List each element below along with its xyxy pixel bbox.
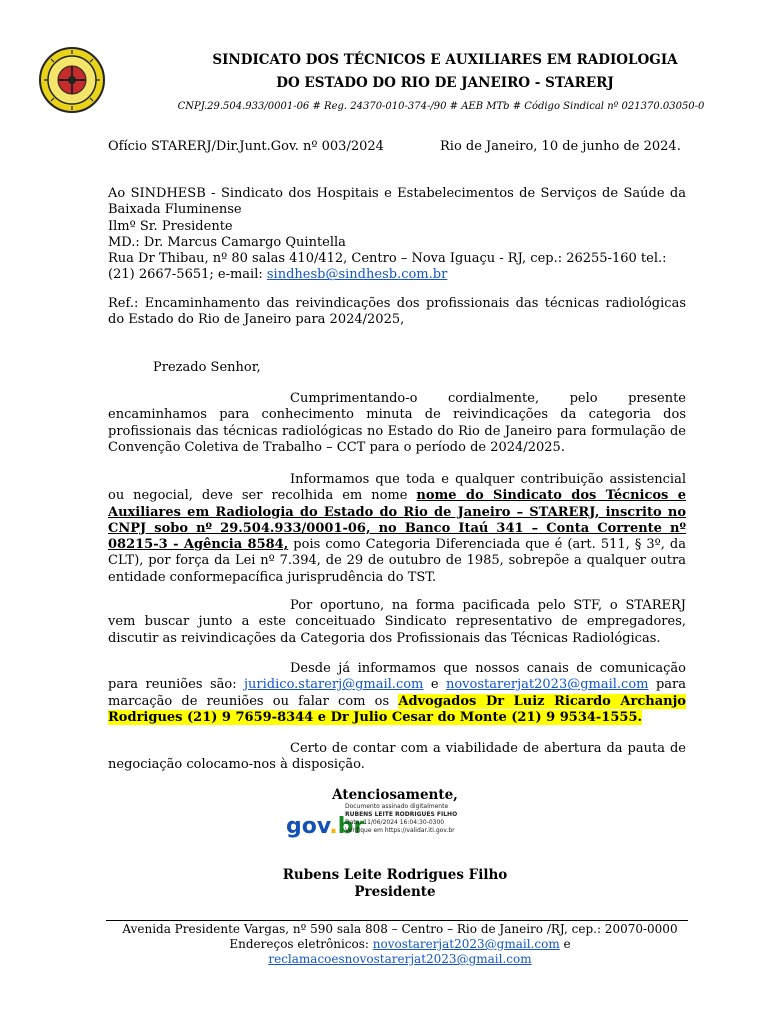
stamp-verify-url: Verifique em https://validar.iti.gov.br xyxy=(345,827,455,834)
closing-salutation: Atenciosamente, xyxy=(332,787,458,803)
lawyers-contact-highlight: Advogados Dr Luiz Ricardo Archanjo Rodrigues (21) 9 7659-8344 e Dr Julio Cesar do Monte (21) 9 9534-1555. xyxy=(108,693,686,725)
paragraph-3: Por oportuno, na forma pacificada pelo STF, o STARERJ vem buscar junto a este conceituado Sindicato representativo de empregadores, discutir as reivindicações da Categoria dos Profissionais das Técnicas Radiológicas. xyxy=(108,598,686,646)
paragraph-1: Cumprimentando-o cordialmente, pelo presente encaminhamos para conhecimento minuta de reivindicações da categoria dos profissionais das técnicas radiológicas no Estado do Rio de Janeiro para formulação de Convenção Coletiva de Trabalho – CCT para o período de 2024/2025. xyxy=(108,391,686,455)
union-name-line2: DO ESTADO DO RIO DE JANEIRO - STARERJ xyxy=(276,75,614,91)
footer-and: e xyxy=(559,937,571,951)
union-seal-logo xyxy=(38,44,106,116)
footer-address: Avenida Presidente Vargas, nº 590 sala 808 – Centro – Rio de Janeiro /RJ, cep.: 20070-0000 xyxy=(122,922,678,936)
govbr-logo: gov.br xyxy=(286,814,365,839)
footer-emails-label: Endereços eletrônicos: xyxy=(229,937,373,951)
paragraph-4-text-a: Desde já informamos que nossos canais de comunicação para reuniões são: xyxy=(108,661,686,693)
signer-name: Rubens Leite Rodrigues Filho xyxy=(282,867,508,883)
footer xyxy=(100,922,700,967)
stamp-date: Data: 11/06/2024 16:04:30-0300 xyxy=(345,819,445,826)
recipient-street: Rua Dr Thibau, nº 80 salas 410/412, Centro – Nova Iguaçu - RJ, cep.: 26255-160 tel.: xyxy=(108,251,667,267)
paragraph-4 xyxy=(108,661,686,726)
greeting: Prezado Senhor, xyxy=(153,360,261,375)
footer-divider xyxy=(106,920,688,921)
bank-account-details: nome do Sindicato dos Técnicos e Auxiliares em Radiologia do Estado do Rio de Janeiro – STARERJ, inscrito no CNPJ sobo nº 29.504.933/0001-06, no Banco Itaú 341 – Conta Corrente nº 08215-3 - Agência 8584, xyxy=(108,488,687,553)
oficio-number: Ofício STARERJ/Dir.Junt.Gov. nº 003/2024 xyxy=(108,139,384,154)
footer-email-1-link[interactable]: novostarerjat2023@gmail.com xyxy=(372,937,560,951)
signer-block xyxy=(250,867,540,901)
recipient-title: Ilmº Sr. Presidente xyxy=(108,218,233,234)
recipient-contact xyxy=(108,267,686,283)
stamp-signer-name: RUBENS LEITE RODRIGUES FILHO xyxy=(345,811,458,818)
juridico-email-link[interactable]: juridico.starerj@gmail.com xyxy=(244,677,424,693)
union-name-line1: SINDICATO DOS TÉCNICOS E AUXILIARES EM RADIOLOGIA xyxy=(212,52,678,68)
recipient-phone: (21) 2667-5651; e-mail: xyxy=(108,267,267,283)
recipient-md: MD.: Dr. Marcus Camargo Quintella xyxy=(108,234,346,250)
footer-email-2-link[interactable]: reclamacoesnovostarerjat2023@gmail.com xyxy=(268,952,532,966)
oficio-date: Rio de Janeiro, 10 de junho de 2024. xyxy=(440,139,681,154)
stamp-caption: Documento assinado digitalmente xyxy=(345,803,449,810)
paragraph-4-text-b: para marcação de reuniões ou falar com os xyxy=(108,677,686,709)
paragraph-2 xyxy=(108,472,686,586)
recipient-email-link[interactable]: sindhesb@sindhesb.com.br xyxy=(266,267,448,283)
union-registration: CNPJ.29.504.933/0001-06 # Reg. 24370-010-374-/90 # AEB MTb # Código Sindical nº 021370.03050-0 xyxy=(177,101,705,112)
novostarerjat-email-link[interactable]: novostarerjat2023@gmail.com xyxy=(445,677,649,693)
paragraph-2-text-b: pois como Categoria Diferenciada que é (art. 511, § 3º, da CLT), por força da Lei nº 7.394, de 29 de outubro de 1985, sobrepõe a qualquer outra entidade conformepacífica jurisprudência do TST. xyxy=(108,537,686,585)
paragraph-2-text-a: Informamos que toda e qualquer contribuição assistencial ou negocial, deve ser recolhida em nome xyxy=(108,472,686,504)
footer-emails xyxy=(100,937,700,967)
paragraph-4-and: e xyxy=(423,677,446,693)
signer-role: Presidente xyxy=(354,884,436,900)
recipient-org: Ao SINDHESB - Sindicato dos Hospitais e Estabelecimentos de Serviços de Saúde da Baixada Fluminense xyxy=(108,186,686,218)
recipient-block xyxy=(108,186,686,284)
reference-line: Ref.: Encaminhamento das reivindicações dos profissionais das técnicas radiológicas do Estado do Rio de Janeiro para 2024/2025, xyxy=(108,296,686,328)
paragraph-5: Certo de contar com a viabilidade de abertura da pauta de negociação colocamo-nos à disposição. xyxy=(108,741,686,773)
digital-signature-stamp xyxy=(345,803,485,835)
